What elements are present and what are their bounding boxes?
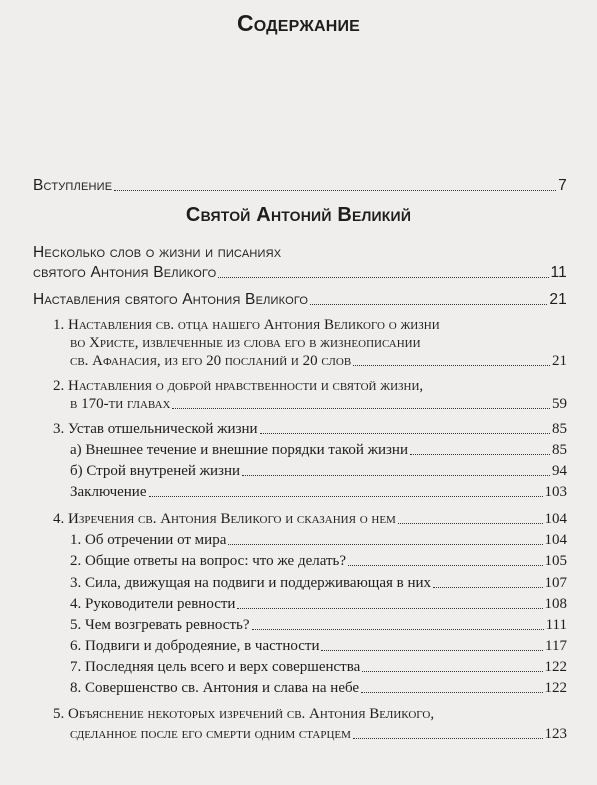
toc-entry-label: 3. Сила, движущая на подвиги и поддерживающая в них	[70, 575, 432, 591]
toc-page-number: 117	[545, 638, 567, 654]
leader-dots	[361, 692, 542, 693]
toc-entry-part1[interactable]	[33, 263, 567, 283]
toc-entry-4-2[interactable]	[70, 551, 567, 571]
leader-dots	[310, 304, 547, 305]
toc-entry-label: 8. Совершенство св. Антония и слава на небе	[70, 680, 360, 696]
leader-dots	[237, 608, 542, 609]
leader-dots	[433, 587, 542, 588]
leader-dots	[362, 671, 542, 672]
toc-entry-label: сделанное после его смерти одним старцем	[70, 726, 351, 742]
toc-page-number: 7	[558, 177, 567, 194]
toc-page-number: 21	[549, 291, 567, 308]
toc-entry-label: 2. Общие ответы на вопрос: что же делать?	[70, 553, 347, 569]
leader-dots	[172, 408, 550, 409]
toc-page-number: 103	[544, 484, 567, 500]
toc-page-number: 59	[552, 396, 567, 412]
toc-entry-2-line1[interactable]: 2. Наставления о доброй нравственности и святой жизни,	[53, 378, 424, 394]
toc-page-number: 11	[550, 264, 567, 281]
leader-dots	[353, 738, 543, 739]
toc-entry-4-6[interactable]	[70, 636, 567, 656]
toc-page-number: 122	[544, 680, 567, 696]
leader-dots	[114, 190, 556, 191]
toc-entry-5[interactable]	[70, 724, 567, 744]
toc-entry-label: а) Внешнее течение и внешние порядки такой жизни	[70, 442, 408, 458]
toc-entry-4-1[interactable]	[70, 530, 567, 550]
leader-dots	[410, 454, 550, 455]
leader-dots	[348, 565, 542, 566]
toc-page-number: 122	[544, 659, 567, 675]
toc-entry-label: Заключение	[70, 484, 147, 500]
toc-page-number: 94	[552, 463, 567, 479]
toc-entry-4-4[interactable]	[70, 594, 567, 614]
section-title: Святой Антоний Великий	[185, 204, 412, 226]
toc-page-number: 104	[544, 532, 567, 548]
toc-entry-label: в 170-ти главах	[70, 396, 171, 412]
toc-page-number: 21	[552, 353, 567, 369]
toc-entry-4[interactable]	[53, 509, 567, 529]
toc-entry-5-line1[interactable]: 5. Объяснение некоторых изречений св. Антония Великого,	[53, 706, 435, 722]
leader-dots	[228, 544, 542, 545]
toc-entry-label: 1. Об отречении от мира	[70, 532, 227, 548]
toc-page-number: 108	[544, 596, 567, 612]
toc-entry-part2[interactable]	[33, 290, 567, 310]
toc-entry-3b[interactable]	[70, 461, 567, 481]
toc-entry-label: 3. Устав отшельнической жизни	[53, 421, 258, 437]
toc-entry-label: Вступление	[33, 177, 113, 194]
toc-entry-4-5[interactable]	[70, 615, 567, 635]
leader-dots	[218, 277, 548, 278]
toc-page-number: 123	[544, 726, 567, 742]
toc-entry-label: б) Строй внутреней жизни	[70, 463, 241, 479]
toc-entry-4-8[interactable]	[70, 678, 567, 698]
toc-entry-label: святого Антония Великого	[33, 264, 217, 281]
toc-entry-2[interactable]	[70, 394, 567, 414]
toc-entry-part1-line1[interactable]: Несколько слов о жизни и писаниях	[33, 244, 282, 261]
toc-entry-label: Наставления святого Антония Великого	[33, 291, 309, 308]
toc-entry-label: 5. Чем возгревать ревность?	[70, 617, 250, 633]
toc-entry-label: 4. Изречения св. Антония Великого и сказания о нем	[53, 511, 396, 527]
toc-page-number: 104	[544, 511, 567, 527]
leader-dots	[398, 523, 543, 524]
toc-entry-intro[interactable]	[33, 176, 567, 196]
toc-page-number: 107	[544, 575, 567, 591]
leader-dots	[149, 496, 543, 497]
toc-entry-3a[interactable]	[70, 440, 567, 460]
toc-entry-3c[interactable]	[70, 482, 567, 502]
toc-entry-label: св. Афанасия, из его 20 посланий и 20 слов	[70, 353, 352, 369]
toc-entry-3[interactable]	[53, 419, 567, 439]
toc-page-number: 105	[544, 553, 567, 569]
toc-entry-1-line2[interactable]: во Христе, извлеченные из слова его в жизнеописании	[70, 335, 421, 351]
toc-entry-1-line1[interactable]: 1. Наставления св. отца нашего Антония Великого о жизни	[53, 317, 440, 333]
toc-entry-4-7[interactable]	[70, 657, 567, 677]
toc-entry-1[interactable]	[70, 351, 567, 371]
toc-entry-label: 4. Руководители ревности	[70, 596, 236, 612]
toc-entry-4-3[interactable]	[70, 573, 567, 593]
leader-dots	[353, 365, 550, 366]
toc-page-number: 111	[545, 617, 567, 633]
toc-page-number: 85	[552, 442, 567, 458]
leader-dots	[252, 629, 544, 630]
toc-entry-label: 7. Последняя цель всего и верх совершенства	[70, 659, 361, 675]
toc-page-number: 85	[552, 421, 567, 437]
toc-entry-label: 6. Подвиги и добродеяние, в частности	[70, 638, 320, 654]
page-title: Содержание	[236, 10, 361, 36]
leader-dots	[321, 650, 543, 651]
leader-dots	[242, 475, 550, 476]
leader-dots	[260, 433, 550, 434]
